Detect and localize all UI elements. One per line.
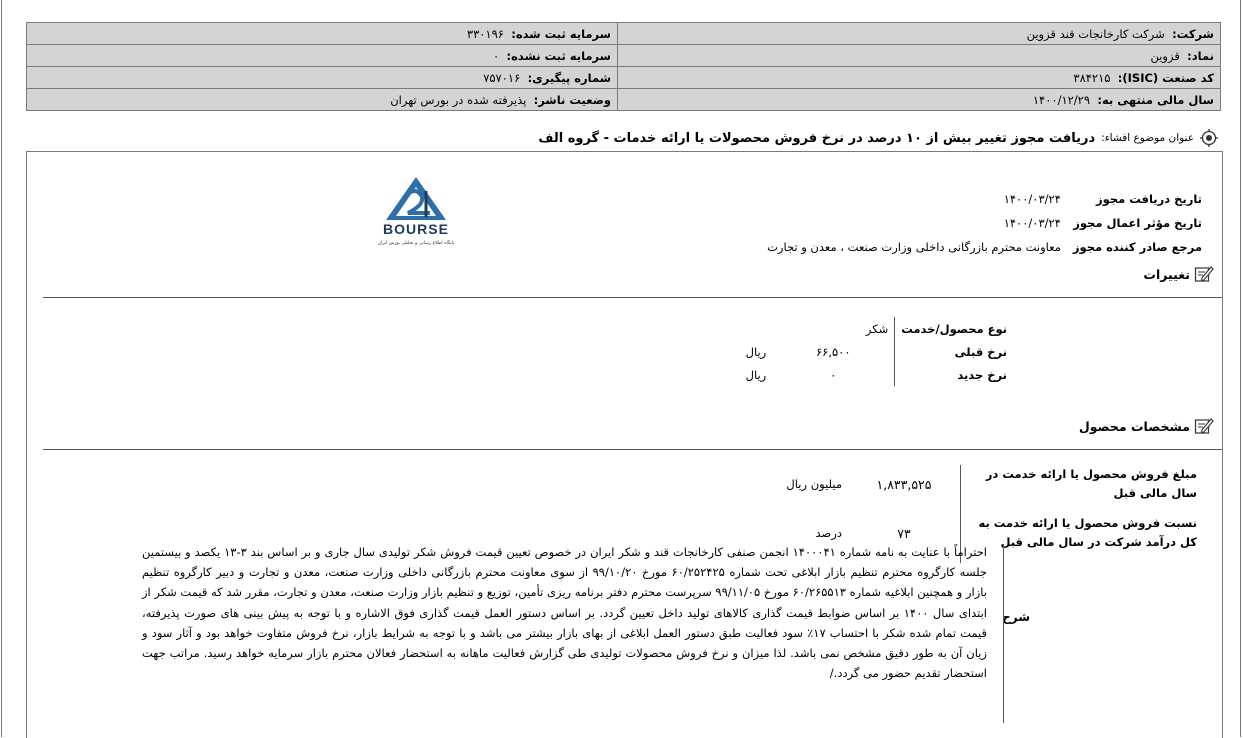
- capital-registered-cell: [27, 23, 618, 45]
- company-header: [26, 22, 1221, 111]
- edit-icon: [1194, 417, 1214, 435]
- receive-date-value: ۱۴۰۰/۰۳/۲۴: [1003, 192, 1061, 206]
- ratio-value: ۷۳: [897, 525, 911, 541]
- changes-divider: [43, 297, 1222, 298]
- description-divider: [1003, 544, 1004, 723]
- tracking-cell: [27, 67, 618, 89]
- fiscal-value: ۱۴۰۰/۱۲/۲۹: [1032, 92, 1091, 107]
- sales-label: مبلغ فروش محصول یا ارائه خدمت در سال مالی قبل: [961, 465, 1198, 503]
- ratio-label: نسبت فروش محصول یا ارائه خدمت به کل درآمد شرکت در سال مالی قبل: [961, 503, 1198, 563]
- company-cell: [618, 23, 1221, 45]
- fiscal-label: سال مالی منتهی به:: [1097, 92, 1214, 107]
- capital-unregistered-value: ۰: [493, 48, 500, 63]
- status-value: پذیرفته شده در بورس تهران: [390, 92, 527, 107]
- effective-date-value: ۱۴۰۰/۰۳/۲۴: [1003, 216, 1061, 230]
- sales-unit: میلیون ریال: [786, 477, 842, 491]
- receive-date-label: تاریخ دریافت مجوز: [1096, 192, 1202, 206]
- company-value: شرکت کارخانجات قند قزوین: [1026, 26, 1165, 41]
- new-rate-value: ۰: [830, 367, 837, 382]
- logo-subtitle: پایگاه اطلاع رسانی و تحلیلی بورس ایران: [377, 241, 455, 246]
- changes-table: [739, 317, 1007, 386]
- effective-date-label: تاریخ مؤثر اعمال مجوز: [1073, 216, 1202, 230]
- previous-rate-unit: ریال: [745, 344, 767, 359]
- product-type-label: نوع محصول/خدمت: [895, 317, 1007, 340]
- new-rate-label: نرخ جدید: [895, 363, 1007, 386]
- symbol-label: نماد:: [1187, 48, 1214, 63]
- license-info: [767, 187, 1202, 259]
- description-text: احتراماً با عنایت به نامه شماره ۱۴۰۰۰۴۱ انجمن صنفی کارخانجات قند و شکر ایران در خصوص تعیین قیمت فروش شکر تولیدی سال جاری و بر اساس بند ۳-۱۳ یکصد و بیستمین جلسه کارگروه محترم تنظیم بازار ابلاغی تحت شماره ۶۰/۲۵۲۴۲۵ مورخ ۹۹/۱۰/۲۰ از سوی معاونت محترم بازرگانی داخلی وزارت صنعت، معدن و تجارت و دبیر کارگروه تنظیم بازار و همچنین ابلاغیه شماره ۶۰/۲۶۵۵۱۳ مورخ ۹۹/۱۱/۰۵ سرپرست محترم دفتر برنامه ریزی تأمین، توزیع و تنظیم بازار وزارت صنعت، معدن و تجارت، مقرر شد که قیمت شکر از ابتدای سال ۱۴۰۰ بر اساس ضوابط قیمت گذاری کالاهای تولید داخل تعیین گردد. بر اساس دستور العمل قیمت گذاری فوق الاشاره و با توجه به پیش بینی های صورت پذیرفته، قیمت تمام شده شکر با احتساب ۱۷٪ سود فعالیت طبق دستور العمل ابلاغی از بهای بازار بیشتر می باشد و با توجه به شرایط بازار، نرخ فروش متفاوت خواهد بود و آثار سود و زیان آن به طور دقیق مشخص نمی باشد. لذا میزان و نرخ فروش محصولات تولیدی طی گزارش فعالیت ماهانه به استحضار فعالان محترم بازار سرمایه خواهد رسید. مراتب جهت استحضار تقدیم حضور می گردد./: [142, 545, 988, 681]
- product-type-value: شکر: [865, 321, 889, 336]
- tracking-label: شماره پیگیری:: [527, 70, 611, 85]
- bourse-logo: [370, 175, 462, 255]
- capital-unregistered-label: سرمایه ثبت نشده:: [506, 48, 611, 63]
- company-label: شرکت:: [1172, 26, 1214, 41]
- isic-label: کد صنعت (ISIC):: [1117, 70, 1214, 85]
- subject-label: عنوان موضوع افشاء:: [1101, 132, 1194, 144]
- fiscal-cell: [618, 89, 1221, 111]
- symbol-cell: [618, 45, 1221, 67]
- target-icon: [1200, 129, 1218, 147]
- status-cell: [27, 89, 618, 111]
- capital-unregistered-cell: [27, 45, 618, 67]
- edit-icon: [1194, 265, 1214, 283]
- tracking-value: ۷۵۷۰۱۶: [483, 70, 521, 85]
- isic-value: ۳۸۴۲۱۵: [1073, 70, 1111, 85]
- capital-registered-value: ۳۳۰۱۹۶: [466, 26, 504, 41]
- changes-section-title: [1143, 265, 1214, 283]
- subject-title: دریافت مجوز تغییر بیش از ۱۰ درصد در نرخ فروش محصولات یا ارائه خدمات - گروه الف: [538, 130, 1096, 146]
- issuer-value: معاونت محترم بازرگانی داخلی وزارت صنعت ، معدن و تجارت: [767, 240, 1061, 254]
- issuer-label: مرجع صادر کننده مجوز: [1072, 240, 1202, 254]
- previous-rate-label: نرخ قبلی: [895, 340, 1007, 363]
- spec-section-title: [1079, 417, 1214, 435]
- subject-row: [538, 126, 1218, 150]
- logo-wordmark: BOURSE: [383, 221, 449, 237]
- page: [1, 0, 1241, 737]
- changes-title: تغییرات: [1143, 266, 1190, 282]
- status-label: وضعیت ناشر:: [533, 92, 611, 107]
- disclosure-body: [26, 151, 1223, 738]
- previous-rate-value: ۶۶,۵۰۰: [815, 344, 851, 359]
- capital-registered-label: سرمایه ثبت شده:: [511, 26, 611, 41]
- new-rate-unit: ریال: [745, 367, 767, 382]
- spec-divider: [43, 449, 1222, 450]
- ratio-unit: درصد: [815, 526, 842, 540]
- sales-value: ۱,۸۳۳,۵۲۵: [876, 476, 932, 492]
- symbol-value: قزوین: [1150, 48, 1180, 63]
- description-label: شرح: [1002, 610, 1030, 624]
- isic-cell: [618, 67, 1221, 89]
- spec-title: مشخصات محصول: [1078, 418, 1190, 434]
